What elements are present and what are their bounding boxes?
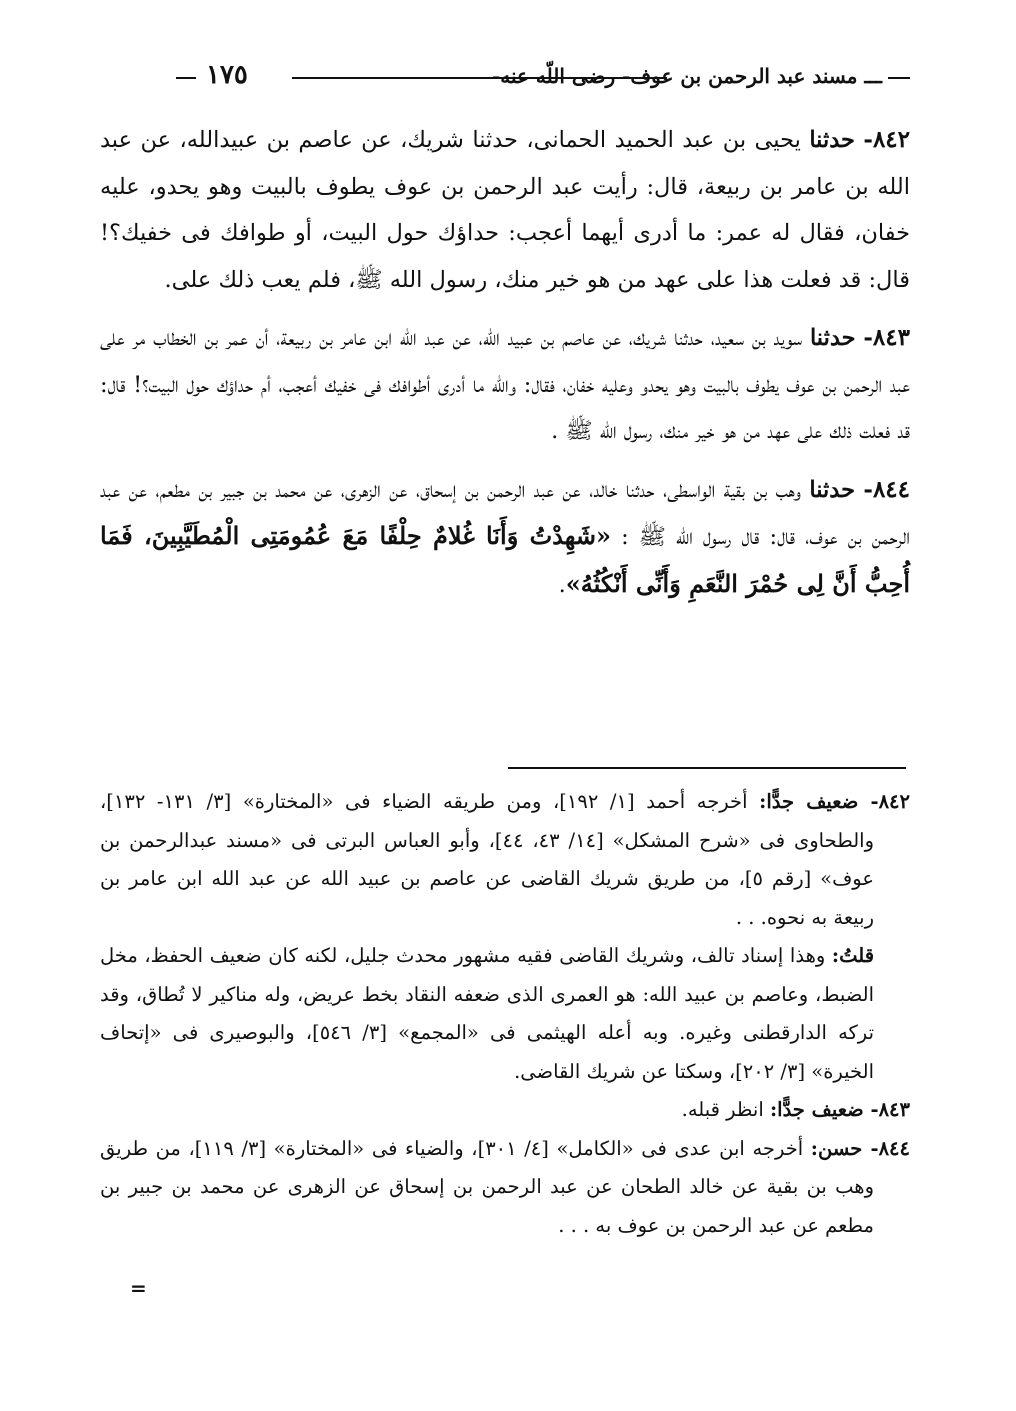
running-header xyxy=(96,60,910,94)
hadith-number: ٨٤٤- xyxy=(863,475,911,503)
footnote-text: وهذا إسناد تالف، وشريك القاضى فقيه مشهور محدث جليل، لكنه كان ضعيف الحفظ، مخل الضبط، وعاصم بن عبيد الله: هو العمرى الذى ضعفه النقاد بخط عريض، وله مناكير لا تُطاق، وقد تركه الدارقطنى وغيره. وبه أعله الهيثمى فى «المجمع» [٣/ ٥٤٦]، والبوصيرى فى «إتحاف الخيرة» [٣/ ٢٠٢]، وسكتا عن شريك القاضى. xyxy=(100,944,874,1083)
footnote-text: أخرجه ابن عدى فى «الكامل» [٤/ ٣٠١]، والضياء فى «المختارة» [٣/ ١١٩]، من طريق وهب بن بقية عن خالد الطحان عن عبد الرحمن بن إسحاق عن الزهرى عن محمد بن جبير بن مطعم عن عبد الرحمن بن عوف به . . . xyxy=(100,1136,874,1237)
footnote-divider xyxy=(508,767,906,769)
header-rule-right xyxy=(888,77,910,79)
hadith-number: ٨٤٣- xyxy=(863,324,910,351)
hadith-842 xyxy=(100,117,910,303)
page-number: ١٧٥ xyxy=(206,60,248,90)
footnote-label: ٨٤٤- حسن: xyxy=(810,1136,910,1160)
footnote-label: ٨٤٢- ضعيف جدًّا: xyxy=(759,790,910,813)
hadith-lead: حدثنا xyxy=(809,325,856,351)
prophetic-quote: «شَهِدْتُ وَأَنَا غُلامٌ حِلْفًا مَعَ عُمُومَتِى الْمُطَيَّبِينَ، فَمَا أُحِبُّ أَنَّ لِى حُمْرَ النَّعَمِ وَأَنِّى أَنْكُثُهُ» xyxy=(100,521,910,598)
hadith-body: يحيى بن عبد الحميد الحمانى، حدثنا شريك، عن عاصم بن عبيدالله، عن عبد الله بن عامر بن ربيعة، قال: رأيت عبد الرحمن بن عوف يطوف بالبيت وهو يحدو، عليه خفان، فقال له عمر: ما أدرى أيهما أعجب: حداؤك حول البيت، أو طوافك فى خفيك؟! قال: قد فعلت هذا على عهد من هو خير منك، رسول الله ﷺ، فلم يعب ذلك على. xyxy=(100,127,910,293)
footnote-label: ٨٤٣- ضعيف جدًّا: xyxy=(769,1098,910,1121)
hadith-lead: حدثنا xyxy=(809,476,856,503)
continuation-mark: = xyxy=(130,1276,147,1300)
hadith-body: سويد بن سعيد، حدثنا شريك، عن عاصم بن عبيد الله، عن عبد الله ابن عامر بن ربيعة، أن عمر بن الخطاب مر على عبد الرحمن بن عوف يطوف بالبيت وهو يحدو وعليه خفان، فقال: والله ما أدرى أطوافك فى خفيك أعجب، أم حداؤك حول البيت؟! قال: قد فعلت ذلك على عهد من هو خير منك، رسول الله ﷺ . xyxy=(100,325,910,444)
footnote-comment xyxy=(100,937,910,1091)
footnotes xyxy=(100,783,910,1245)
header-title: ـــ مسند عبد الرحمن بن عوف- رضى اللّه عنه- xyxy=(491,64,882,88)
hadith-number: ٨٤٢- xyxy=(863,126,910,153)
header-rule-left xyxy=(176,77,196,79)
hadith-844 xyxy=(100,467,910,609)
footnote-843 xyxy=(100,1091,910,1130)
hadith-lead: حدثنا xyxy=(809,127,855,153)
footnote-label: قلتُ: xyxy=(831,944,875,967)
header-rule-middle xyxy=(292,77,667,79)
footnote-842 xyxy=(100,783,910,937)
hadith-text xyxy=(100,117,910,620)
footnote-text: أخرجه أحمد [١/ ١٩٢]، ومن طريقه الضياء فى «المختارة» [٣/ ١٣١- ١٣٢]، والطحاوى فى «شرح المشكل» [١٤/ ٤٣، ٤٤]، وأبو العباس البرتى فى «مسند عبدالرحمن بن عوف» [رقم ٥]، من طريق شريك القاضى عن عاصم بن عبيد الله عن عبد الله ابن عامر بن ربيعة به نحوه. . . xyxy=(100,790,874,929)
footnote-844 xyxy=(100,1130,910,1246)
hadith-tail: . xyxy=(558,571,566,598)
footnote-text: انظر قبله. xyxy=(681,1098,764,1121)
hadith-843 xyxy=(100,315,910,455)
hadith-body: وهب بن بقية الواسطى، حدثنا خالد، عن عبد الرحمن بن إسحاق، عن الزهرى، عن محمد بن جبير بن مطعم، عن عبد الرحمن بن عوف، قال: قال رسول الله ﷺ : xyxy=(100,476,910,550)
